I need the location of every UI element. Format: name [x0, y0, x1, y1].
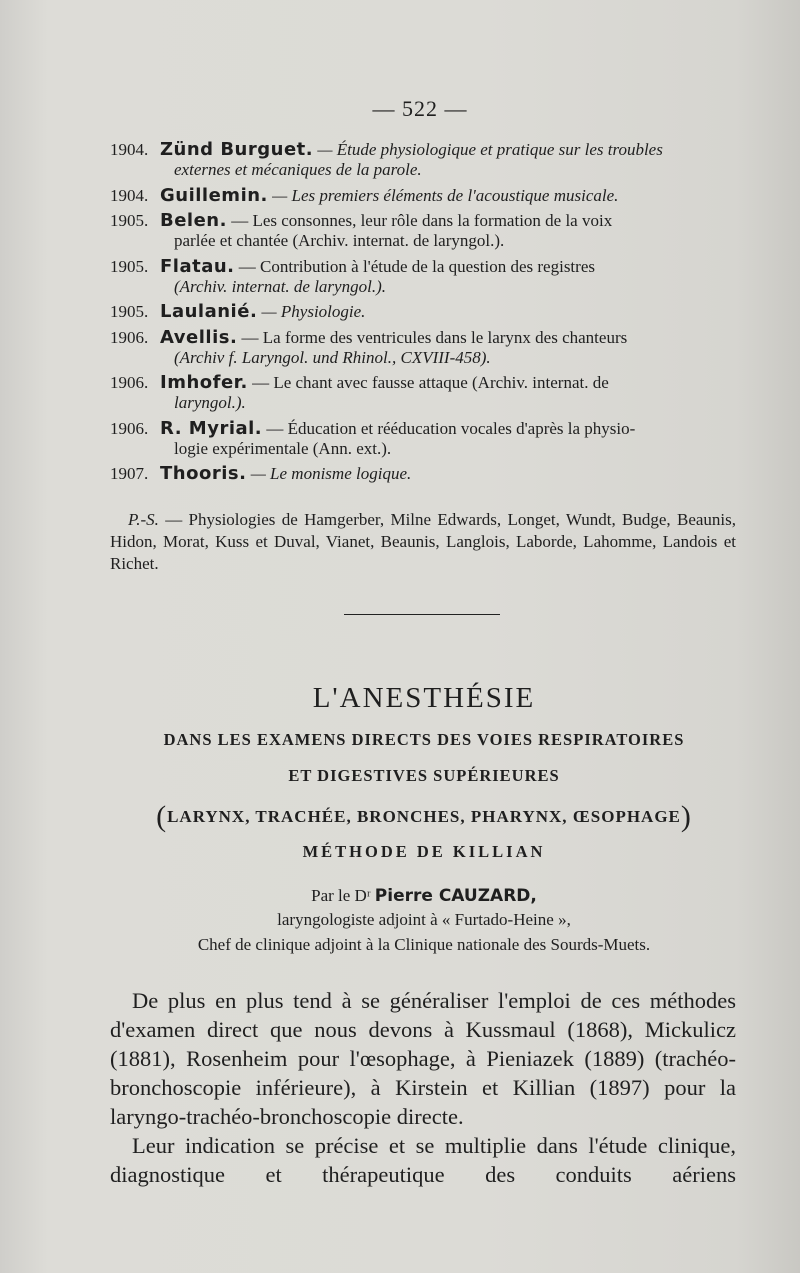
author-affiliation: Chef de clinique adjoint à la Clinique nationale des Sourds-Muets. — [197, 935, 651, 954]
bibliography-entry — [110, 257, 736, 297]
entry-author: Imhofer. — [160, 372, 248, 393]
entry-title-continued: logie expérimentale (Ann. ext.). — [174, 438, 392, 458]
entry-year: 1904. — [110, 185, 149, 205]
bibliography-entry — [110, 140, 736, 180]
bibliography-entry — [110, 302, 736, 322]
bibliography-entry — [110, 373, 736, 413]
open-paren: ( — [156, 800, 168, 833]
entry-author: Guillemin. — [160, 184, 268, 206]
bibliography-list — [110, 140, 736, 490]
organs-list: LARYNX, TRACHÉE, BRONCHES, PHARYNX, ŒSOPHAGE — [167, 807, 681, 826]
entry-author: Flatau. — [160, 255, 235, 277]
entry-title-continued: (Archiv. internat. de laryngol.). — [174, 276, 386, 296]
byline-prefix: Par le Dʳ — [311, 886, 371, 905]
author-name: Pierre CAUZARD, — [374, 886, 537, 906]
entry-title-continued: parlée et chantée (Archiv. internat. de laryngol.). — [174, 231, 505, 250]
close-paren: ) — [680, 800, 692, 833]
page-number: — 522 — — [372, 96, 468, 121]
byline — [0, 886, 800, 906]
bibliography-entry — [110, 419, 736, 459]
entry-title-continued: (Archiv f. Laryngol. und Rhinol., CXVIII-458). — [174, 347, 491, 367]
entry-year: 1906. — [110, 373, 149, 392]
entry-title-continued: externes et mécaniques de la parole. — [174, 160, 422, 179]
article-title: L'ANESTHÉSIE — [312, 682, 536, 714]
article-subtitle-organs — [100, 800, 748, 834]
author-affiliation: laryngologiste adjoint à « Furtado-Heine », — [277, 910, 571, 929]
entry-author: Laulanié. — [160, 301, 258, 322]
bibliography-entry — [110, 464, 736, 484]
entry-title: — Les consonnes, leur rôle dans la formation de la voix — [231, 211, 613, 230]
entry-title: — Le chant avec fausse attaque (Archiv. internat. de — [252, 373, 609, 392]
article-method: MÉTHODE DE KILLIAN — [302, 842, 546, 861]
entry-author: R. Myrial. — [160, 417, 263, 439]
entry-title-continued: laryngol.). — [174, 393, 246, 412]
body-paragraph: Leur indication se précise et se multiplie dans l'étude clinique, diagnostique et thérapeutique des conduits aériens — [110, 1133, 736, 1187]
bibliography-entry — [110, 211, 736, 251]
entry-year: 1907. — [110, 464, 149, 483]
article-subtitle: ET DIGESTIVES SUPÉRIEURES — [288, 766, 560, 785]
entry-title: — Les premiers éléments de l'acoustique musicale. — [272, 185, 619, 205]
entry-year: 1906. — [110, 418, 149, 438]
postscript-text: — Physiologies de Hamgerber, Milne Edwards, Longet, Wundt, Budge, Beaunis, Hidon, Morat, Kuss et Duval, Vianet, Beaunis, Langlois, Laborde, Lahomme, Landois et Richet. — [110, 510, 736, 573]
entry-year: 1905. — [110, 302, 149, 321]
entry-title: — Le monisme logique. — [250, 464, 412, 483]
entry-author: Zünd Burguet. — [160, 139, 314, 160]
entry-title: — Éducation et rééducation vocales d'après la physio- — [266, 418, 636, 438]
article-subtitle: DANS LES EXAMENS DIRECTS DES VOIES RESPIRATOIRES — [163, 730, 685, 749]
entry-year: 1904. — [110, 140, 149, 159]
entry-title: — Contribution à l'étude de la question des registres — [238, 256, 595, 276]
entry-author: Thooris. — [160, 463, 247, 484]
entry-year: 1905. — [110, 211, 149, 230]
entry-year: 1905. — [110, 256, 149, 276]
bibliography-entry — [110, 186, 736, 206]
entry-title: — Physiologie. — [261, 302, 366, 321]
entry-year: 1906. — [110, 327, 149, 347]
article-body — [110, 986, 736, 1189]
entry-title: — Étude physiologique et pratique sur les troubles — [317, 140, 663, 159]
bibliography-entry — [110, 328, 736, 368]
entry-author: Avellis. — [160, 326, 238, 348]
entry-author: Belen. — [160, 210, 227, 231]
section-divider — [344, 614, 500, 615]
entry-title: — La forme des ventricules dans le larynx des chanteurs — [241, 327, 628, 347]
body-paragraph: De plus en plus tend à se généraliser l'emploi de ces méthodes d'examen direct que nous devons à Kussmaul (1868), Mickulicz (1881), Rosenheim pour l'œsophage, à Pieniazek (1889) (trachéo-bronchoscopie inférieure), à Kirstein et Killian (1897) pour la laryngo-trachéo-bronchoscopie directe. — [110, 988, 736, 1129]
postscript-label: P.-S. — [128, 510, 159, 529]
postscript-note — [110, 509, 736, 575]
